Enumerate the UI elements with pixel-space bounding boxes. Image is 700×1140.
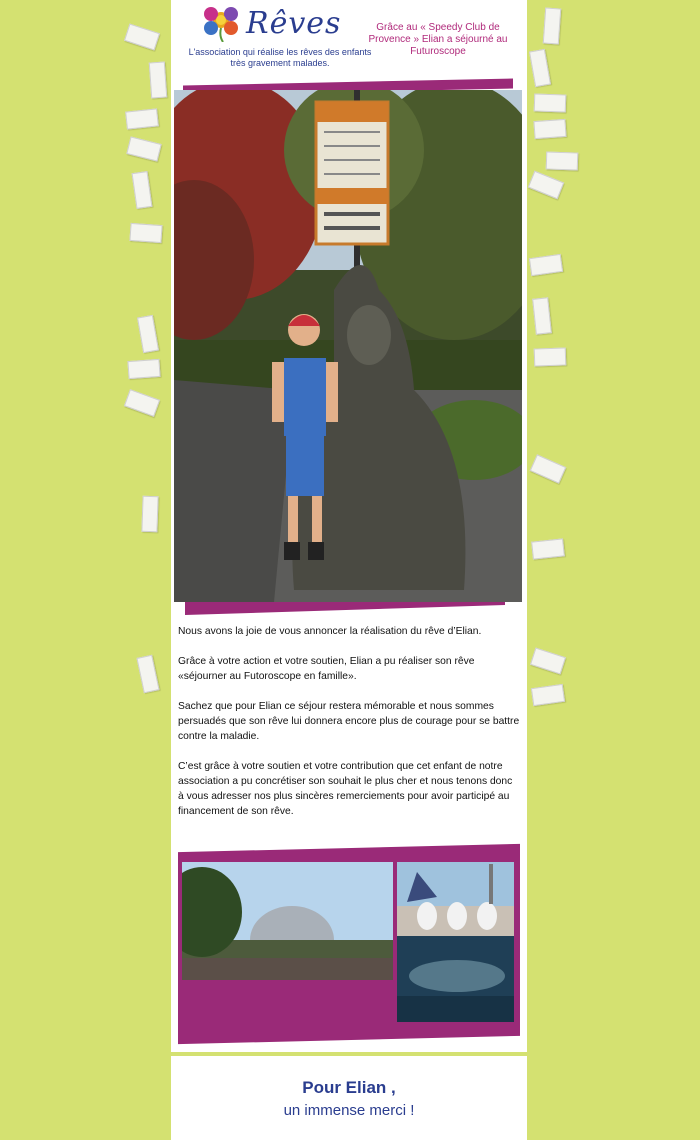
decorative-note [129,223,162,243]
decorative-note [141,496,158,533]
subject-heading: Grâce au « Speedy Club de Provence » Elian a séjourné au Futuroscope [368,22,508,57]
logo-tagline: L'association qui réalise les rêves des enfants très gravement malades. [188,47,372,68]
decorative-note [532,297,552,334]
paragraph-thanks: C’est grâce à votre soutien et votre contribution que cet enfant de notre association a pu concrétiser son souhait le plus cher et nous tenons donc à vous adresser nos plus sincères remerciements pour avoir participé au financement de son rêve. [178,761,513,817]
decorative-note [530,454,567,483]
decorative-note [543,7,561,44]
decorative-note [533,119,566,139]
decorative-note [132,171,153,209]
paragraph-announcement: Nous avons la joie de vous annoncer la réalisation du rêve d’Elian. [178,626,482,637]
decorative-note [126,136,161,161]
message-body [178,624,520,834]
decorative-note [546,151,579,170]
lapins-cretins-photo [397,862,514,936]
decorative-note [137,315,159,353]
logo-wordmark: Rêves [246,6,342,41]
paragraph-dream: Grâce à votre action et votre soutien, Elian a pu réaliser son rêve «séjourner au Futoroscope en famille». [178,656,475,682]
decorative-note [136,655,159,694]
paragraph-memorable: Sachez que pour Elian ce séjour restera mémorable et nous sommes persuadés que son rêve lui donnera encore plus de courage pour se battre contre la maladie. [178,701,520,742]
decorative-note [149,61,167,98]
decorative-note [534,347,567,366]
photo-collage [178,848,520,1040]
decorative-note [531,538,565,559]
flower-logo-icon [199,2,243,42]
hero-photo-frame [171,80,527,620]
decorative-note [127,359,160,379]
ocean-attraction-photo [397,936,514,1022]
decorative-note [124,23,160,50]
header [171,0,527,80]
decorative-note [528,171,564,200]
decorative-note [531,684,565,706]
footer-divider [171,1052,527,1056]
decorative-note [534,93,567,112]
futuroscope-dome-photo [182,862,393,980]
decorative-note [529,49,551,87]
footer-child-name: Pour Elian , [302,1078,396,1097]
footer-thanks: un immense merci ! [283,1102,415,1119]
thanks-footer [171,1058,527,1140]
decorative-note [124,389,160,417]
newsletter-page [171,0,527,1140]
decorative-note [530,647,566,674]
decorative-note [125,108,159,129]
hero-photo [174,90,522,602]
decorative-note [529,254,563,276]
